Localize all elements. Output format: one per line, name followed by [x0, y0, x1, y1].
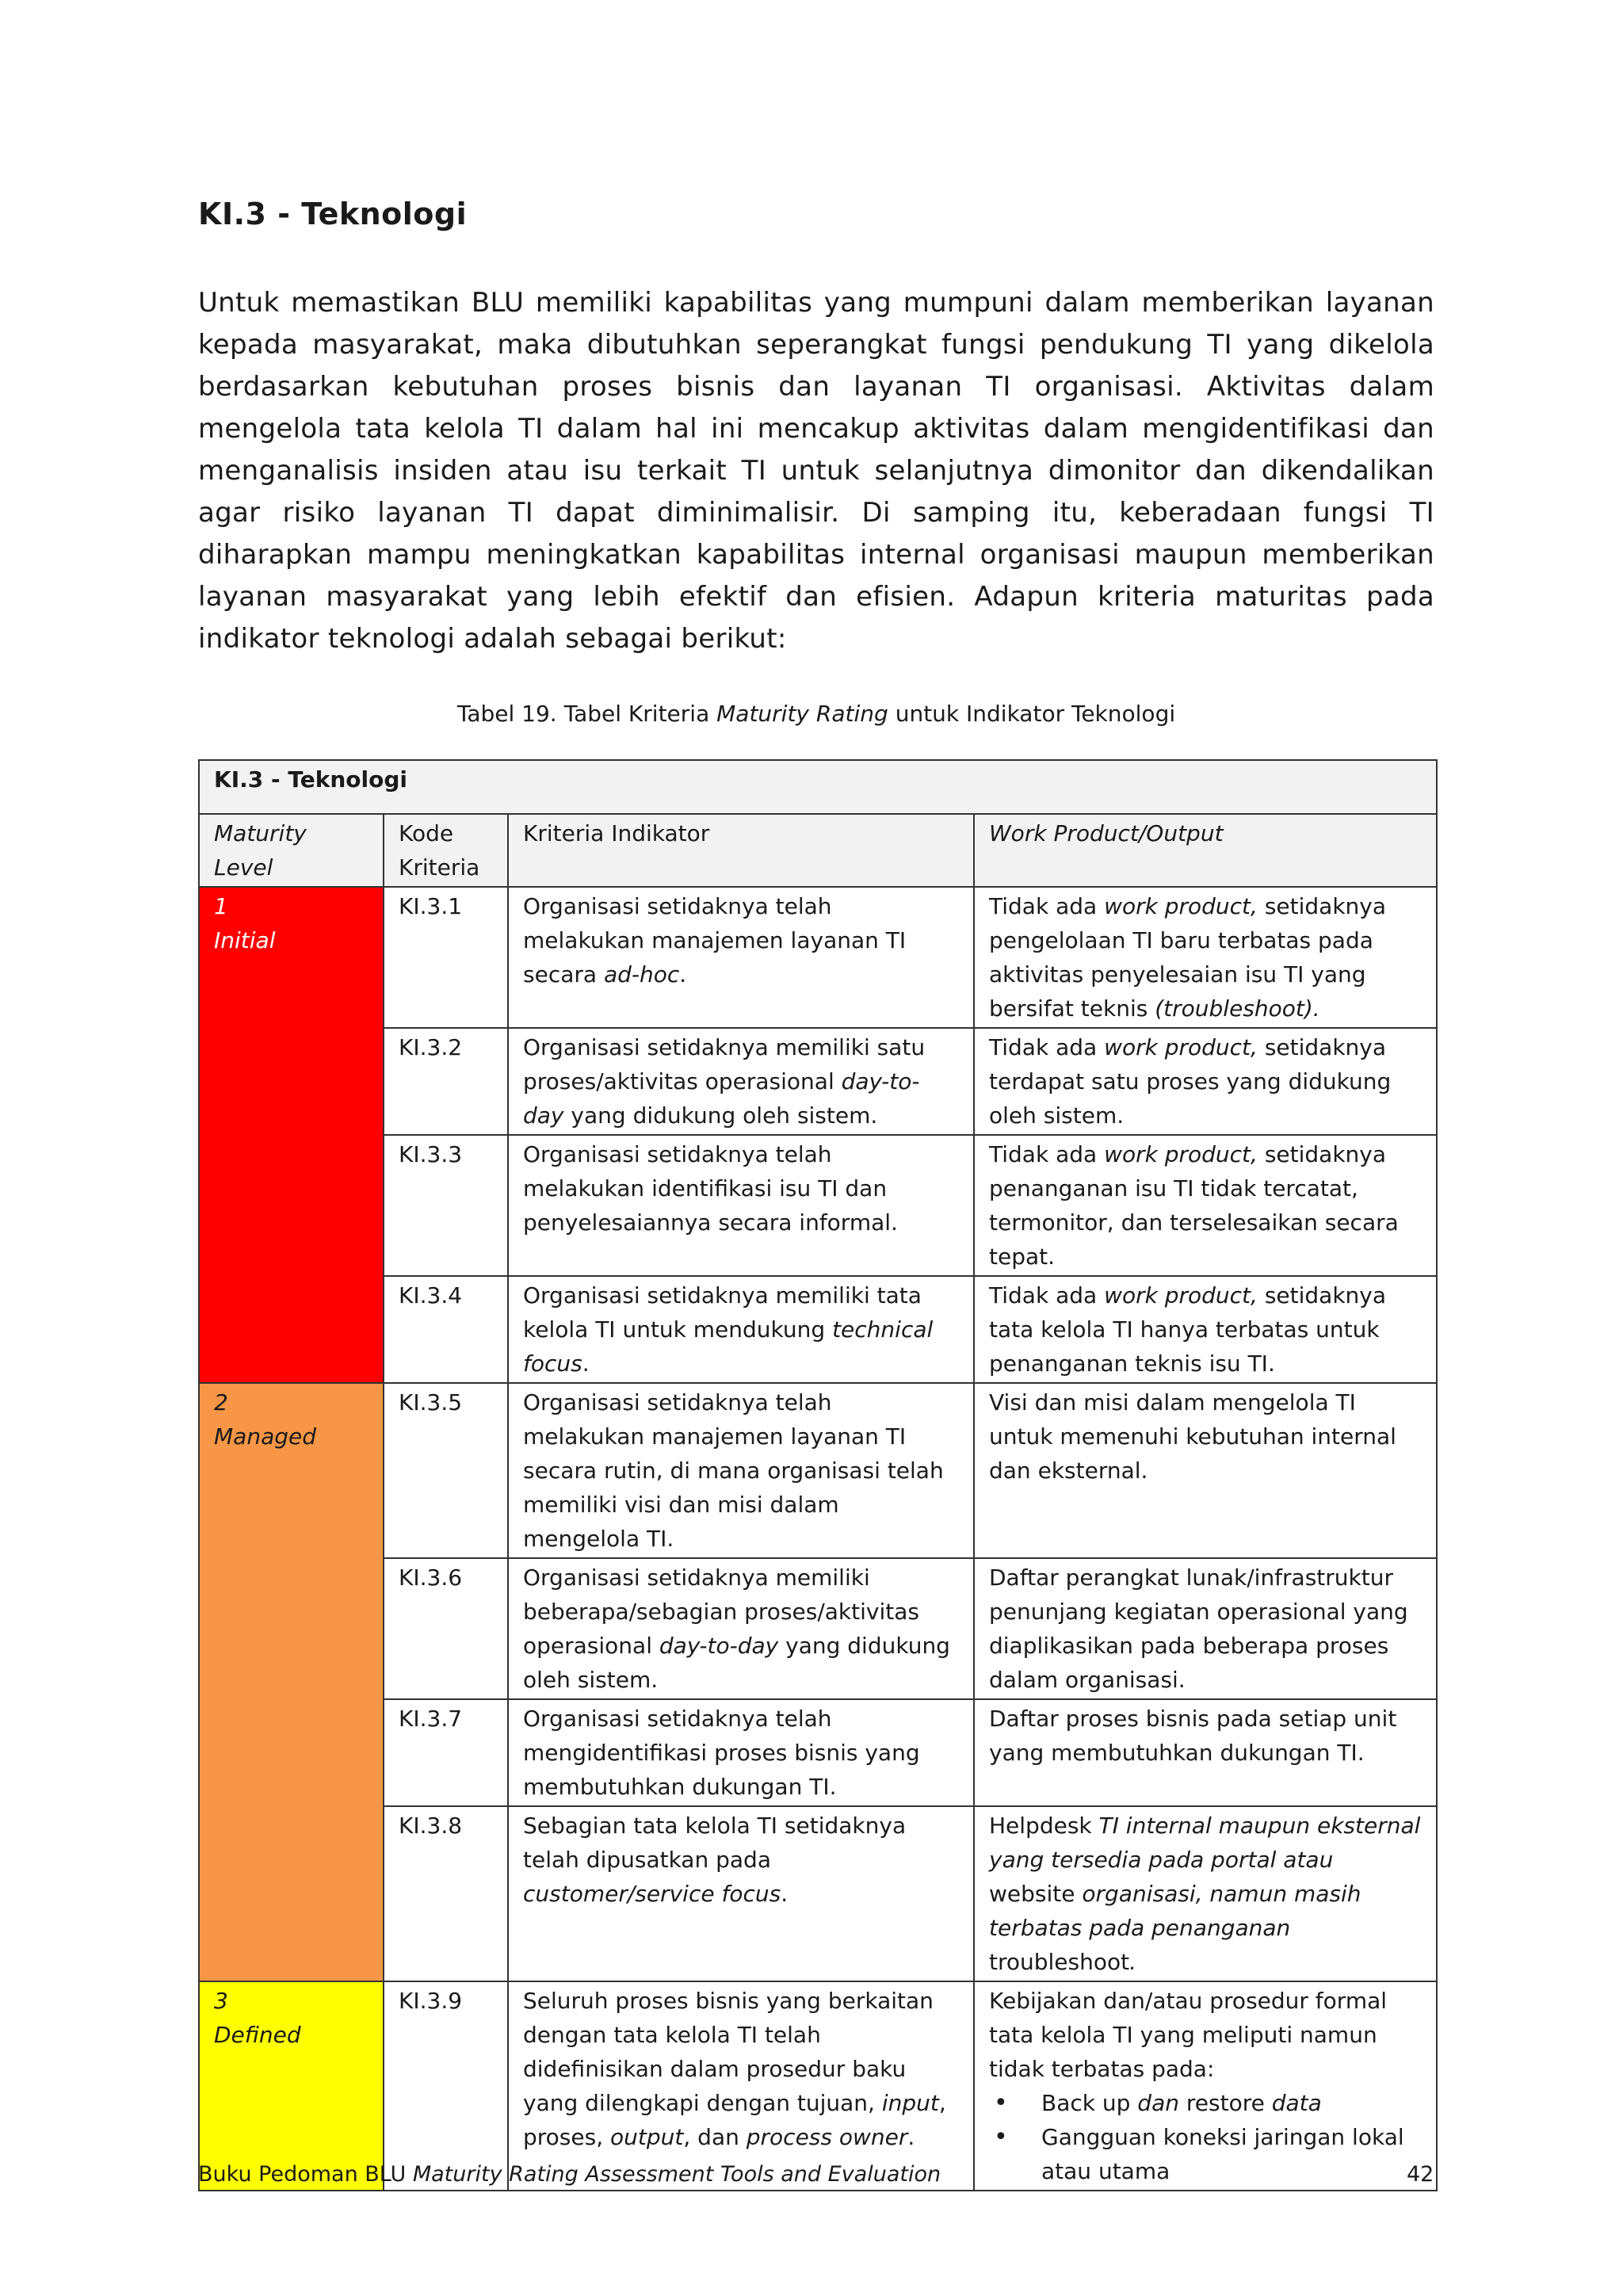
kriteria-indikator-cell — [508, 1699, 974, 1806]
italic-term: work product, — [1104, 1034, 1258, 1060]
level-number: 3 — [214, 1988, 228, 2014]
level-name: Managed — [214, 1423, 316, 1450]
kode-kriteria-cell: KI.3.6 — [384, 1558, 508, 1699]
text-segment: Organisasi setidaknya telah mengidentifikasi proses bisnis yang membutuhkan dukungan TI. — [523, 1706, 920, 1800]
text-segment: . — [679, 961, 687, 988]
work-product-cell — [974, 1806, 1437, 1981]
italic-term: organisasi, namun masih terbatas pada penanganan — [989, 1881, 1361, 1941]
kriteria-indikator-cell — [508, 1028, 974, 1135]
text-segment: Daftar proses bisnis pada setiap unit yang membutuhkan dukungan TI. — [989, 1706, 1397, 1766]
text-segment: Tidak ada — [989, 1282, 1105, 1308]
text-segment: Tidak ada — [989, 1141, 1105, 1167]
italic-term: data — [1264, 2090, 1322, 2116]
text-segment: Tidak ada — [989, 893, 1105, 919]
text-segment: , proses, — [523, 2090, 946, 2150]
italic-term: TI internal maupun eksternal yang tersedia pada portal atau — [989, 1813, 1421, 1873]
text-segment: Helpdesk — [989, 1813, 1092, 1839]
italic-term: day-to-day — [523, 1068, 920, 1129]
text-segment: website — [989, 1881, 1075, 1907]
italic-term: day-to-day — [659, 1633, 779, 1659]
section-title: KI.3 - Teknologi — [198, 197, 468, 231]
italic-term: output — [610, 2124, 684, 2150]
text-segment: setidaknya pengelolaan TI baru terbatas pada aktivitas penyelesaian isu TI yang bersifat teknis — [989, 893, 1387, 1022]
kode-kriteria-cell: KI.3.1 — [384, 887, 508, 1028]
table-row — [199, 887, 1437, 1028]
text-segment: setidaknya terdapat satu proses yang didukung oleh sistem. — [989, 1034, 1392, 1129]
italic-term: work product, — [1104, 893, 1258, 919]
text-segment: Kebijakan dan/atau prosedur formal tata kelola TI yang meliputi namun tidak terbatas pada: — [989, 1988, 1388, 2082]
work-product-cell — [974, 887, 1437, 1028]
text-segment: . — [907, 2124, 915, 2150]
text-segment: yang didukung oleh sistem. — [523, 1633, 950, 1693]
header-kriteria-indikator: Kriteria Indikator — [508, 814, 974, 887]
text-segment: Organisasi setidaknya telah melakukan manajemen layanan TI secara — [523, 893, 907, 988]
text-segment: setidaknya penanganan isu TI tidak tercatat, termonitor, dan terselesaikan secara tepat. — [989, 1141, 1399, 1270]
italic-term: customer/service focus — [523, 1881, 781, 1907]
text-segment: Organisasi setidaknya memiliki satu proses/aktivitas operasional — [523, 1034, 926, 1095]
bullet-item — [989, 2120, 1422, 2188]
text-segment: yang didukung oleh sistem. — [563, 1102, 878, 1129]
caption-suffix: untuk Indikator Teknologi — [888, 701, 1176, 727]
bullet-item — [989, 2086, 1422, 2120]
italic-term: ad-hoc — [603, 961, 680, 988]
table-header-row — [199, 814, 1437, 887]
maturity-level-cell — [199, 1383, 384, 1981]
kriteria-indikator-cell — [508, 1383, 974, 1558]
text-segment: , dan — [683, 2124, 747, 2150]
text-segment: Back up — [1041, 2090, 1131, 2116]
level-name: Initial — [214, 927, 276, 953]
footer-prefix: Buku Pedoman BLU — [198, 2162, 413, 2187]
text-segment: Organisasi setidaknya memiliki tata kelola TI untuk mendukung — [523, 1282, 922, 1343]
kode-kriteria-cell: KI.3.2 — [384, 1028, 508, 1135]
text-segment: Organisasi setidaknya memiliki beberapa/sebagian proses/aktivitas operasional — [523, 1564, 919, 1659]
caption-italic: Maturity Rating — [716, 701, 888, 727]
table-title: KI.3 - Teknologi — [199, 760, 1437, 814]
kriteria-indikator-cell — [508, 1558, 974, 1699]
italic-term: (troubleshoot). — [1155, 995, 1320, 1022]
work-product-cell — [974, 1699, 1437, 1806]
kriteria-indikator-cell — [508, 1806, 974, 1981]
text-segment: Daftar perangkat lunak/infrastruktur penunjang kegiatan operasional yang diaplikasikan pada beberapa proses dalam organisasi. — [989, 1564, 1408, 1693]
work-product-cell — [974, 1981, 1437, 2191]
work-product-cell — [974, 1558, 1437, 1699]
text-segment: setidaknya tata kelola TI hanya terbatas untuk penanganan teknis isu TI. — [989, 1282, 1387, 1377]
caption-prefix: Tabel 19. Tabel Kriteria — [456, 701, 717, 727]
kode-kriteria-cell: KI.3.3 — [384, 1135, 508, 1276]
criteria-table — [198, 759, 1438, 2191]
kriteria-indikator-cell — [508, 1135, 974, 1276]
table-row — [199, 1383, 1437, 1558]
italic-term: input — [881, 2090, 939, 2116]
table-caption — [198, 701, 1434, 727]
text-segment: restore — [1186, 2090, 1265, 2116]
text-segment: . — [582, 1350, 590, 1377]
kriteria-indikator-cell — [508, 887, 974, 1028]
table-row — [199, 1028, 1437, 1135]
table-row — [199, 1806, 1437, 1981]
table-row — [199, 1981, 1437, 2191]
header-work-product: Work Product/Output — [974, 814, 1437, 887]
italic-term: work product, — [1104, 1282, 1258, 1308]
table-row — [199, 1699, 1437, 1806]
text-segment: . — [781, 1881, 789, 1907]
output-bullet-list — [989, 2086, 1422, 2188]
italic-term: dan — [1130, 2090, 1186, 2116]
work-product-cell — [974, 1383, 1437, 1558]
header-kode-kriteria: Kode Kriteria — [384, 814, 508, 887]
maturity-level-cell — [199, 1981, 384, 2191]
page-number: 42 — [1407, 2162, 1434, 2187]
table-row — [199, 1558, 1437, 1699]
level-name: Defined — [214, 2022, 301, 2048]
kode-kriteria-cell: KI.3.7 — [384, 1699, 508, 1806]
kriteria-indikator-cell — [508, 1276, 974, 1383]
level-number: 1 — [214, 893, 228, 919]
maturity-level-cell — [199, 887, 384, 1383]
level-number: 2 — [214, 1389, 228, 1415]
text-segment: Seluruh proses bisnis yang berkaitan dengan tata kelola TI telah didefinisikan dalam prosedur baku yang dilengkapi dengan tujuan, — [523, 1988, 934, 2116]
text-segment: Organisasi setidaknya telah melakukan identifikasi isu TI dan penyelesaiannya secara informal. — [523, 1141, 898, 1236]
kode-kriteria-cell: KI.3.8 — [384, 1806, 508, 1981]
kode-kriteria-cell: KI.3.4 — [384, 1276, 508, 1383]
intro-paragraph: Untuk memastikan BLU memiliki kapabilitas yang mumpuni dalam memberikan layanan kepada masyarakat, maka dibutuhkan seperangkat fungsi pendukung TI yang dikelola berdasarkan kebutuhan proses bisnis dan layanan TI organisasi. Aktivitas dalam mengelola tata kelola TI dalam hal ini mencakup aktivitas dalam mengidentifikasi dan menganalisis insiden atau isu terkait TI untuk selanjutnya dimonitor dan dikendalikan agar risiko layanan TI dapat diminimalisir. Di samping itu, keberadaan fungsi TI diharapkan mampu meningkatkan kapabilitas internal organisasi maupun memberikan layanan masyarakat yang lebih efektif dan efisien. Adapun kriteria maturitas pada indikator teknologi adalah sebagai berikut: — [198, 287, 1434, 655]
table-row — [199, 1276, 1437, 1383]
footer-title — [198, 2162, 941, 2187]
kode-kriteria-cell: KI.3.5 — [384, 1383, 508, 1558]
table-row — [199, 1135, 1437, 1276]
italic-term: technical focus — [523, 1316, 934, 1377]
header-maturity-level: Maturity Level — [199, 814, 384, 887]
work-product-cell — [974, 1135, 1437, 1276]
work-product-cell — [974, 1028, 1437, 1135]
text-segment: Visi dan misi dalam mengelola TI untuk memenuhi kebutuhan internal dan eksternal. — [989, 1389, 1396, 1484]
italic-term: process owner — [746, 2124, 908, 2150]
text-segment: Tidak ada — [989, 1034, 1105, 1060]
text-segment: troubleshoot — [989, 1949, 1130, 1975]
text-segment: Sebagian tata kelola TI setidaknya telah dipusatkan pada — [523, 1813, 907, 1873]
text-segment: Gangguan koneksi jaringan lokal atau utama — [1041, 2124, 1404, 2184]
footer-italic: Maturity Rating Assessment Tools and Evaluation — [412, 2162, 941, 2187]
text-segment: Organisasi setidaknya telah melakukan manajemen layanan TI secara rutin, di mana organisasi telah memiliki visi dan misi dalam mengelola TI. — [523, 1389, 944, 1552]
kriteria-indikator-cell — [508, 1981, 974, 2191]
italic-term: . — [1129, 1949, 1137, 1975]
kode-kriteria-cell: KI.3.9 — [384, 1981, 508, 2191]
work-product-cell — [974, 1276, 1437, 1383]
italic-term: work product, — [1104, 1141, 1258, 1167]
